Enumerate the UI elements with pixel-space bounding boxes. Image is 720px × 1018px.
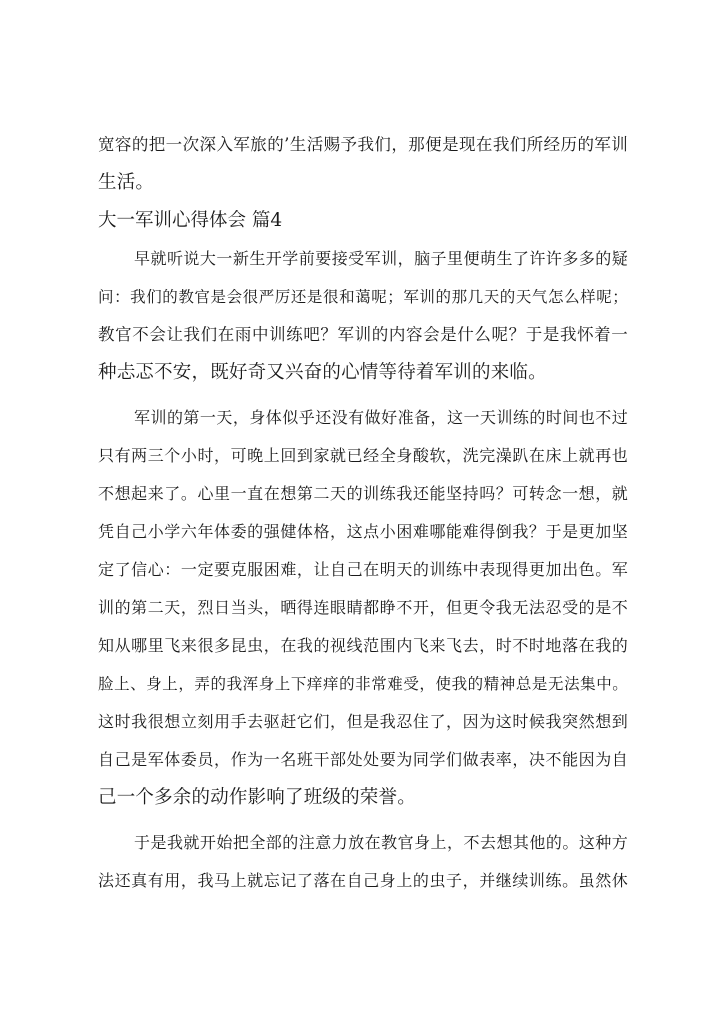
text-line: 法还真有用，我马上就忘记了落在自己身上的虫子，并继续训练。虽然休: [98, 871, 628, 890]
text-line: 己一个多余的动作影响了班级的荣誉。: [98, 787, 416, 808]
text-line: 自己是军体委员，作为一名班干部处处要为同学们做表率，决不能因为自: [98, 750, 628, 769]
text-line: 军训的第一天，身体似乎还没有做好准备，这一天训练的时间也不过: [134, 408, 628, 427]
text-line: 知从哪里飞来很多昆虫，在我的视线范围内飞来飞去，时不时地落在我的: [98, 636, 628, 655]
text-line: 种忐忑不安，既好奇又兴奋的心情等待着军训的来临。: [98, 362, 547, 383]
text-line: 不想起来了。心里一直在想第二天的训练我还能坚持吗？可转念一想，就: [98, 484, 628, 503]
text-line: 训的第二天，烈日当头，晒得连眼睛都睁不开，但更令我无法忍受的是不: [98, 598, 628, 617]
text-line: 于是我就开始把全部的注意力放在教官身上，不去想其他的。这种方: [134, 833, 628, 852]
text-line: 定了信心：一定要克服困难，让自己在明天的训练中表现得更加出色。军: [98, 560, 628, 579]
text-line: 生活。: [98, 172, 155, 193]
text-line: 这时我很想立刻用手去驱赶它们，但是我忍住了，因为这时候我突然想到: [98, 712, 628, 731]
text-line: 早就听说大一新生开学前要接受军训，脑子里便萌生了许许多多的疑: [134, 249, 628, 268]
text-line: 只有两三个小时，可晚上回到家就已经全身酸软，洗完澡趴在床上就再也: [98, 446, 628, 465]
text-line: 宽容的把一次深入军旅的’生活赐予我们，那便是现在我们所经历的军训: [98, 135, 628, 154]
section-heading: 大一军训心得体会 篇4: [98, 210, 283, 231]
text-line: 凭自己小学六年体委的强健体格，这点小困难哪能难得倒我？于是更加坚: [98, 522, 628, 541]
text-line: 脸上、身上，弄的我浑身上下痒痒的非常难受，使我的精神总是无法集中。: [98, 675, 628, 693]
text-line: 问：我们的教官是会很严厉还是很和蔼呢；军训的那几天的天气怎么样呢；: [98, 288, 628, 306]
text-line: 教官不会让我们在雨中训练吧？军训的内容会是什么呢？于是我怀着一: [98, 325, 628, 344]
